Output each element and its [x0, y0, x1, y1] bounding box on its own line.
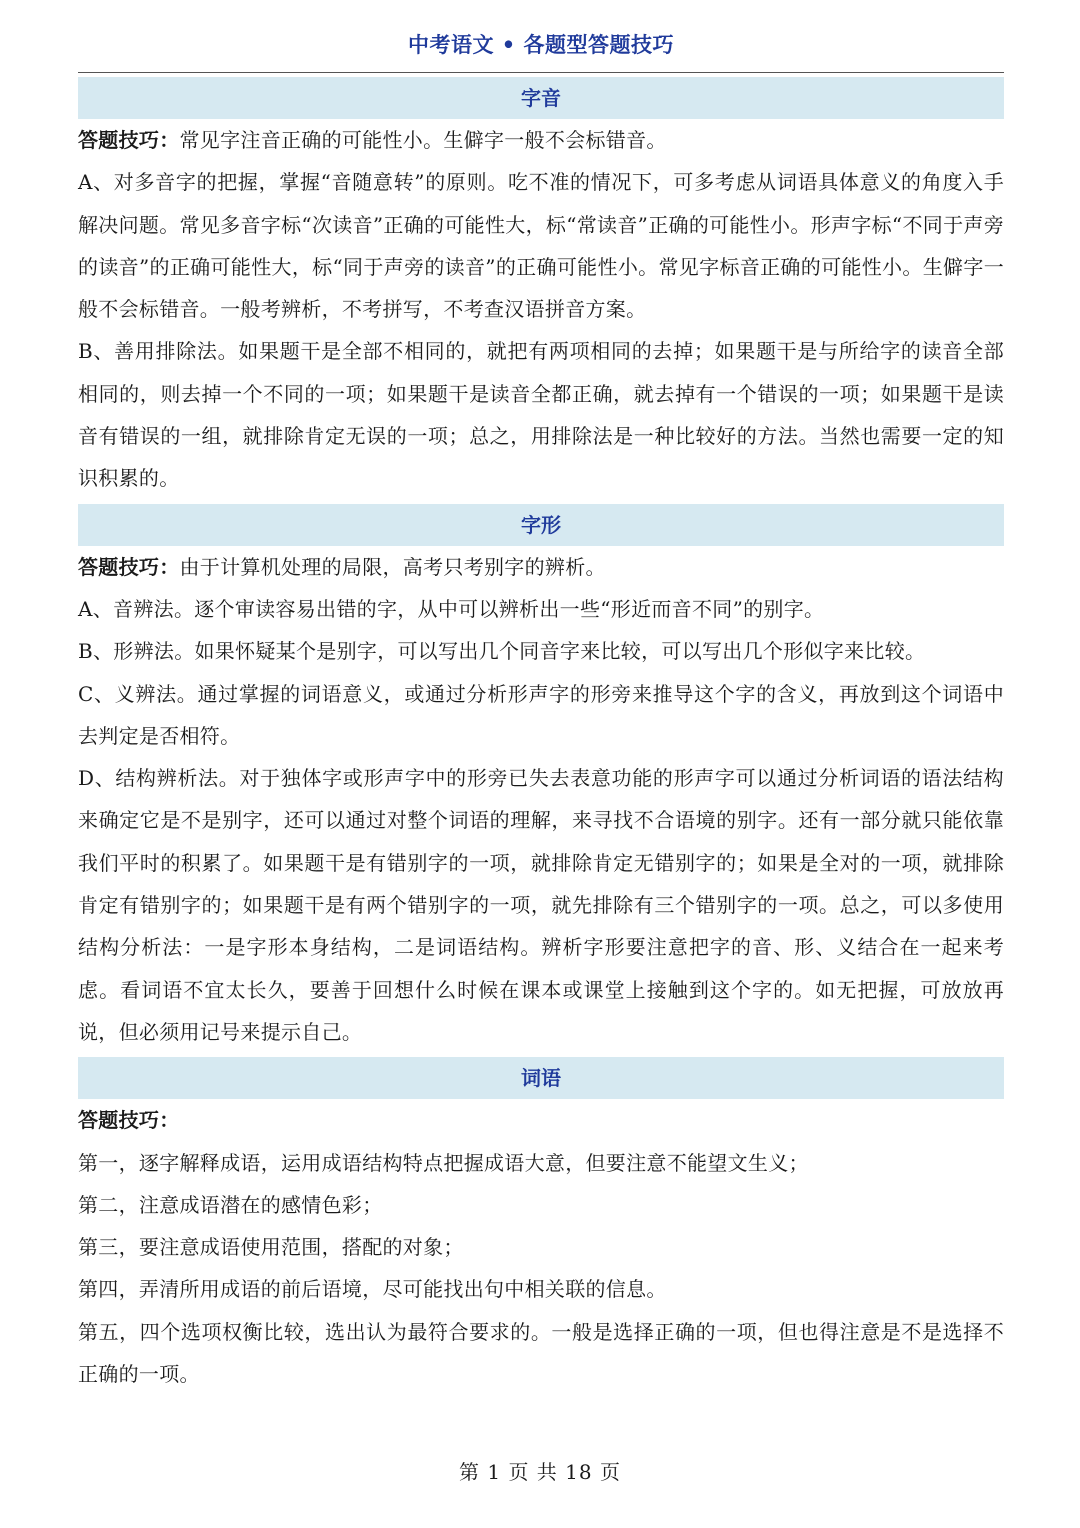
paragraph	[78, 757, 1004, 1053]
paragraph-lead: 答题技巧：	[78, 1108, 180, 1133]
paragraph	[78, 1226, 1004, 1268]
paragraph-text: 第五，四个选项权衡比较，选出认为最符合要求的。一般是选择正确的一项，但也得注意是不是选择不正确的一项。	[78, 1319, 1004, 1387]
paragraph-text: 第三，要注意成语使用范围，搭配的对象；	[78, 1235, 464, 1260]
paragraph	[78, 588, 1004, 630]
paragraph-text: D、结构辨析法。对于独体字或形声字中的形旁已失去表意功能的形声字可以通过分析词语的语法结构来确定它是不是别字，还可以通过对整个词语的理解，来寻找不合语境的别字。还有一部分就只能依靠我们平时的积累了。如果题干是有错别字的一项，就排除肯定无错别字的；如果是全对的一项，就排除肯定有错别字的；如果题干是有两个错别字的一项，就先排除有三个错别字的一项。总之，可以多使用结构分析法：一是字形本身结构，二是词语结构。辨析字形要注意把字的音、形、义结合在一起来考虑。看词语不宜太长久，要善于回想什么时候在课本或课堂上接触到这个字的。如无把握，可放放再说，但必须用记号来提示自己。	[78, 766, 1004, 1044]
paragraph	[78, 1099, 1004, 1141]
paragraph-text: A、音辨法。逐个审读容易出错的字，从中可以辨析出一些“形近而音不同”的别字。	[78, 596, 825, 621]
section-character-form	[78, 504, 1004, 1054]
paragraph-text: 第四，弄清所用成语的前后语境，尽可能找出句中相关联的信息。	[78, 1277, 667, 1302]
section-pronunciation	[78, 77, 1004, 500]
document-page	[78, 0, 1004, 1395]
section-header: 字音	[78, 77, 1004, 119]
section-header: 字形	[78, 504, 1004, 546]
paragraph	[78, 630, 1004, 672]
paragraph	[78, 1184, 1004, 1226]
section-vocabulary	[78, 1057, 1004, 1395]
paragraph-text: B、形辨法。如果怀疑某个是别字，可以写出几个同音字来比较，可以写出几个形似字来比较。	[78, 639, 926, 664]
paragraph	[78, 1268, 1004, 1310]
paragraph	[78, 119, 1004, 161]
paragraph-text: 常见字注音正确的可能性小。生僻字一般不会标错音。	[179, 128, 667, 152]
paragraph-text: 第二，注意成语潜在的感情色彩；	[78, 1192, 383, 1217]
section-header: 词语	[78, 1057, 1004, 1099]
paragraph	[78, 1142, 1004, 1184]
page-footer: 第 1 页 共 18 页	[459, 1460, 621, 1484]
paragraph-text: C、义辨法。通过掌握的词语意义，或通过分析形声字的形旁来推导这个字的含义，再放到这个词语中去判定是否相符。	[78, 681, 1004, 748]
paragraph	[78, 161, 1004, 330]
paragraph-text: B、善用排除法。如果题干是全部不相同的，就把有两项相同的去掉；如果题干是与所给字的读音全部相同的，则去掉一个不同的一项；如果题干是读音全都正确，就去掉有一个错误的一项；如果题干是读音有错误的一组，就排除肯定无误的一项；总之，用排除法是一种比较好的方法。当然也需要一定的知识积累的。	[78, 339, 1004, 491]
paragraph-lead: 答题技巧：	[78, 554, 180, 579]
paragraph-text: 第一，逐字解释成语，运用成语结构特点把握成语大意，但要注意不能望文生义；	[78, 1150, 809, 1175]
paragraph	[78, 546, 1004, 588]
paragraph	[78, 1311, 1004, 1396]
paragraph	[78, 330, 1004, 499]
paragraph	[78, 673, 1004, 758]
paragraph-text: 由于计算机处理的局限，高考只考别字的辨析。	[179, 554, 606, 579]
paragraph-lead: 答题技巧：	[78, 128, 180, 152]
paragraph-text: A、对多音字的把握，掌握“音随意转”的原则。吃不准的情况下，可多考虑从词语具体意义的角度入手解决问题。常见多音字标“次读音”正确的可能性大，标“常读音”正确的可能性小。形声字标“不同于声旁的读音”的正确可能性大，标“同于声旁的读音”的正确可能性小。常见字标音正确的可能性小。生僻字一般不会标错音。一般考辨析，不考拼写，不考查汉语拼音方案。	[78, 170, 1004, 322]
document-title: 中考语文 • 各题型答题技巧	[78, 0, 1004, 73]
